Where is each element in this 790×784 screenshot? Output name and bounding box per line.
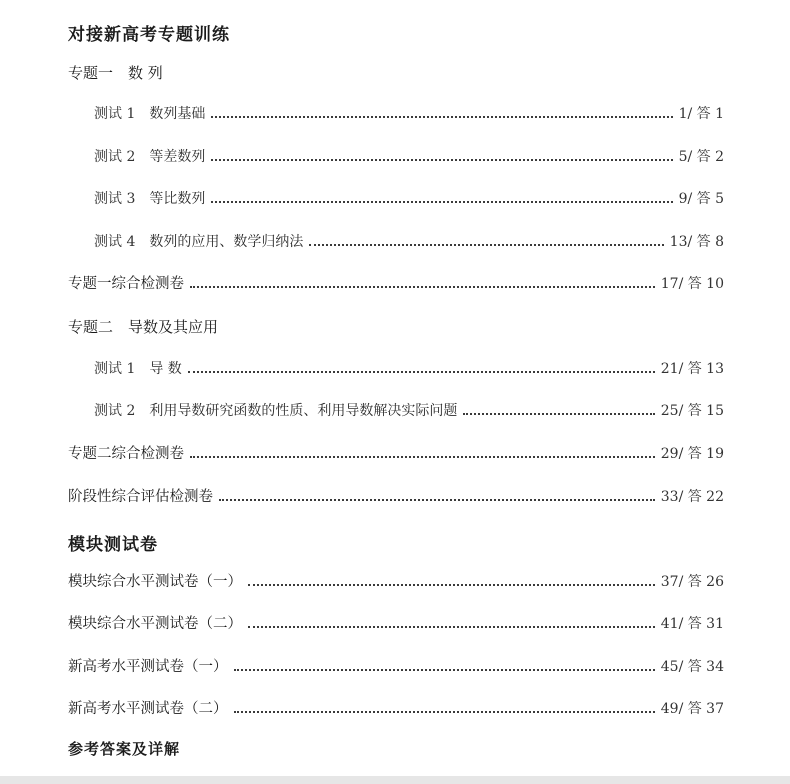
toc-row-module-3[interactable] — [68, 654, 724, 676]
test-label: 导 数 — [149, 361, 182, 377]
test-label: 数列基础 — [149, 106, 206, 122]
review-label: 专题一综合检测卷 — [68, 276, 184, 292]
module-label: 新高考水平测试卷（二） — [68, 701, 228, 717]
page-ref: 41/ 答 31 — [660, 616, 724, 632]
toc-row-topic1-test4[interactable] — [94, 229, 724, 251]
test-label: 利用导数研究函数的性质、利用导数解决实际问题 — [149, 403, 458, 419]
dot-leader — [309, 244, 663, 246]
test-label: 等比数列 — [149, 191, 206, 207]
dot-leader — [248, 626, 655, 628]
page-ref: 9/ 答 5 — [678, 191, 724, 207]
test-number: 测试 2 — [94, 403, 136, 419]
toc-row-topic1-test2[interactable] — [94, 144, 724, 166]
test-number: 测试 3 — [94, 191, 136, 207]
toc-row-module-4[interactable] — [68, 696, 724, 718]
page-ref: 5/ 答 2 — [678, 149, 724, 165]
page-ref: 1/ 答 1 — [678, 106, 724, 122]
test-number: 测试 4 — [94, 234, 136, 250]
page-ref: 49/ 答 37 — [660, 701, 724, 717]
topic-title-2: 专题二 导数及其应用 — [68, 318, 219, 336]
section-title-module: 模块测试卷 — [68, 535, 158, 555]
stage-label: 阶段性综合评估检测卷 — [68, 489, 213, 505]
page-ref: 37/ 答 26 — [660, 574, 724, 590]
dot-leader — [463, 413, 654, 415]
page-ref: 45/ 答 34 — [660, 659, 724, 675]
toc-row-topic1-test1[interactable] — [94, 101, 724, 123]
dot-leader — [190, 286, 655, 288]
dot-leader — [211, 201, 672, 203]
toc-row-topic2-test2[interactable] — [94, 398, 724, 420]
toc-row-module-1[interactable] — [68, 569, 724, 591]
page-bottom-edge — [0, 776, 790, 784]
answers-title: 参考答案及详解 — [68, 740, 181, 758]
toc-row-stage-review[interactable] — [68, 484, 724, 506]
dot-leader — [219, 499, 655, 501]
section-title-main: 对接新高考专题训练 — [68, 25, 230, 45]
dot-leader — [188, 371, 655, 373]
review-label: 专题二综合检测卷 — [68, 446, 184, 462]
page-ref: 29/ 答 19 — [660, 446, 724, 462]
dot-leader — [234, 711, 655, 713]
module-label: 新高考水平测试卷（一） — [68, 659, 228, 675]
toc-row-topic2-review[interactable] — [68, 441, 724, 463]
toc-row-module-2[interactable] — [68, 611, 724, 633]
page-ref: 17/ 答 10 — [660, 276, 724, 292]
dot-leader — [248, 584, 655, 586]
test-number: 测试 1 — [94, 106, 136, 122]
test-number: 测试 2 — [94, 149, 136, 165]
module-label: 模块综合水平测试卷（二） — [68, 616, 242, 632]
page-ref: 25/ 答 15 — [660, 403, 724, 419]
toc-row-topic2-test1[interactable] — [94, 356, 724, 378]
toc-row-topic1-test3[interactable] — [94, 186, 724, 208]
page-ref: 33/ 答 22 — [660, 489, 724, 505]
page-ref: 21/ 答 13 — [660, 361, 724, 377]
topic-title-1: 专题一 数 列 — [68, 64, 163, 82]
module-label: 模块综合水平测试卷（一） — [68, 574, 242, 590]
dot-leader — [211, 159, 672, 161]
dot-leader — [190, 456, 655, 458]
page-ref: 13/ 答 8 — [669, 234, 724, 250]
dot-leader — [211, 116, 672, 118]
toc-row-topic1-review[interactable] — [68, 271, 724, 293]
test-number: 测试 1 — [94, 361, 136, 377]
test-label: 数列的应用、数学归纳法 — [149, 234, 304, 250]
test-label: 等差数列 — [149, 149, 206, 165]
dot-leader — [234, 669, 655, 671]
